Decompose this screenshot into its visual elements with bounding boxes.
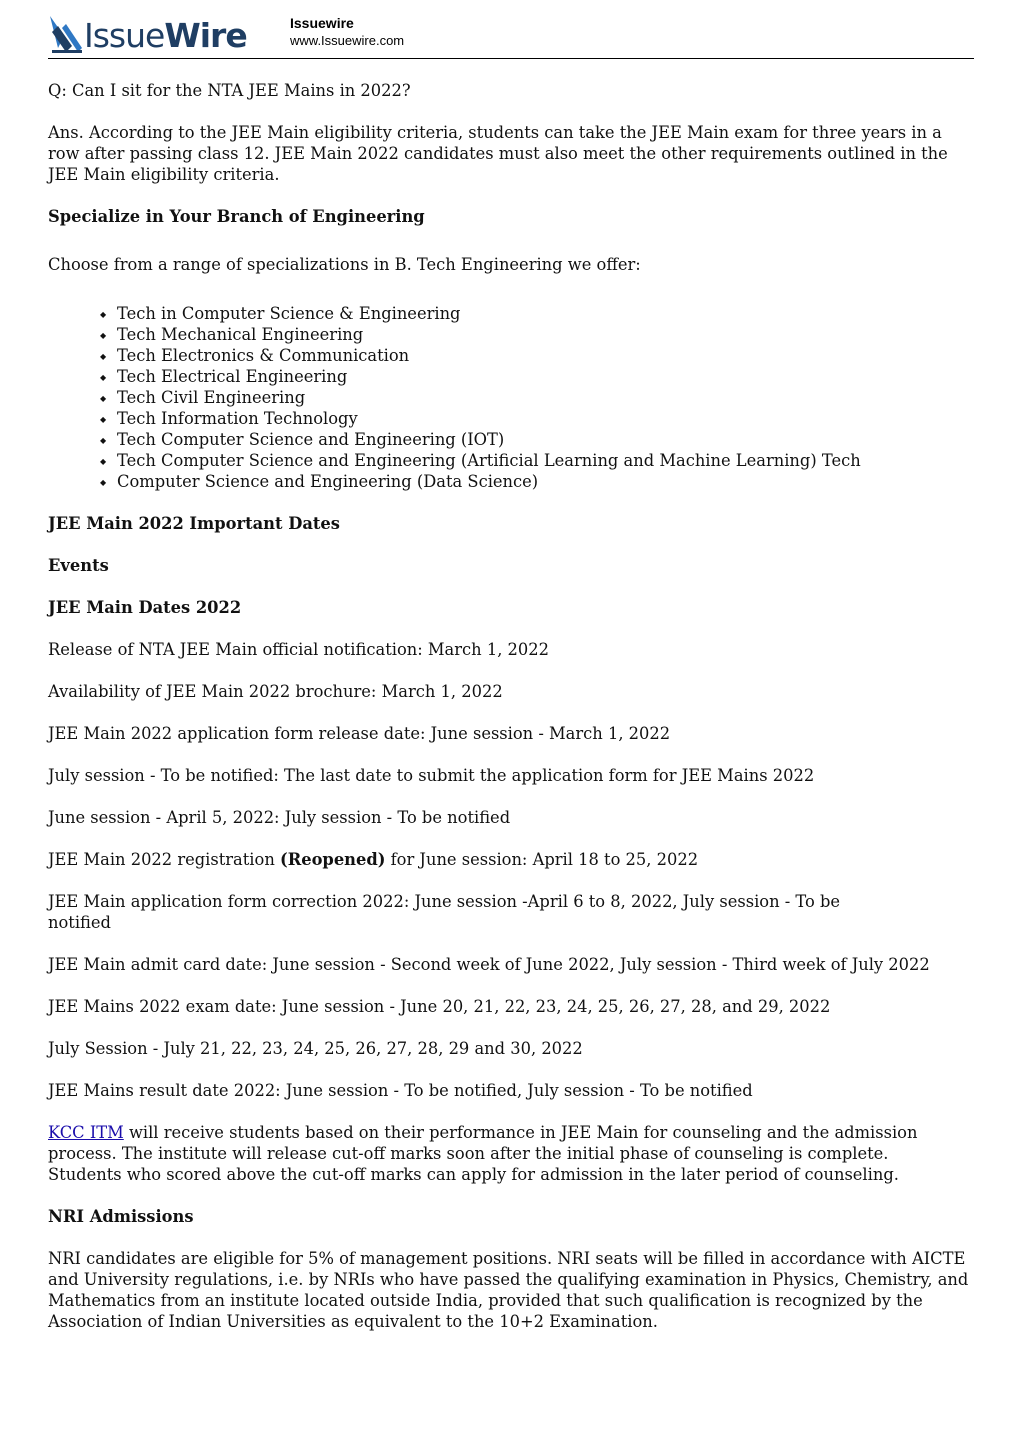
brand-url: www.Issuewire.com bbox=[290, 33, 405, 48]
kcc-itm-link[interactable]: KCC ITM bbox=[48, 1123, 124, 1142]
kcc-text: will receive students based on their performance in JEE Main for counseling and the admission process. The institute will release cut-off marks soon after the initial phase of counseling is complete. Students who scored above the cut-off marks can apply for admission in the later period of counseling. bbox=[48, 1123, 918, 1184]
article-body bbox=[48, 80, 978, 1353]
registration-suffix: for June session: April 18 to 25, 2022 bbox=[385, 850, 699, 869]
list-item: ◆ Tech in Computer Science & Engineering bbox=[117, 303, 978, 324]
issuewire-logo-icon bbox=[48, 14, 84, 54]
jee-dates-heading: JEE Main Dates 2022 bbox=[48, 598, 242, 617]
brand-name: Issuewire bbox=[290, 15, 354, 31]
date-line: JEE Main admit card date: June session - Second week of June 2022, July session - Third week of July 2022 bbox=[48, 955, 930, 974]
page-header bbox=[48, 10, 974, 59]
date-line: June session - April 5, 2022: July session - To be notified bbox=[48, 808, 511, 827]
list-item: ◆ Tech Electrical Engineering bbox=[117, 366, 978, 387]
date-line: JEE Mains result date 2022: June session - To be notified, July session - To be notified bbox=[48, 1081, 753, 1100]
list-item: ◆ Tech Information Technology bbox=[117, 408, 978, 429]
specialize-intro: Choose from a range of specializations in B. Tech Engineering we offer: bbox=[48, 255, 641, 274]
date-line: July Session - July 21, 22, 23, 24, 25, 26, 27, 28, 29 and 30, 2022 bbox=[48, 1039, 583, 1058]
faq-question: Q: Can I sit for the NTA JEE Mains in 2022? bbox=[48, 81, 411, 100]
date-line: JEE Main 2022 application form release date: June session - March 1, 2022 bbox=[48, 724, 671, 743]
date-line: Availability of JEE Main 2022 brochure: March 1, 2022 bbox=[48, 682, 503, 701]
registration-line bbox=[48, 849, 978, 870]
list-item: ◆ Tech Computer Science and Engineering (IOT) bbox=[117, 429, 978, 450]
registration-prefix: JEE Main 2022 registration bbox=[48, 850, 280, 869]
dates-heading: JEE Main 2022 Important Dates bbox=[48, 514, 340, 533]
date-line: Release of NTA JEE Main official notification: March 1, 2022 bbox=[48, 640, 549, 659]
brand-block bbox=[290, 15, 404, 49]
registration-reopened: (Reopened) bbox=[279, 850, 386, 869]
list-item: ◆ Tech Civil Engineering bbox=[117, 387, 978, 408]
nri-paragraph: NRI candidates are eligible for 5% of management positions. NRI seats will be filled in accordance with AICTE and University regulations, i.e. by NRIs who have passed the qualifying examination in Physics, Chemistry, and Mathematics from an institute located outside India, provided that such qualification is recognized by the Association of Indian Universities as equivalent to the 10+2 Examination. bbox=[48, 1249, 969, 1331]
date-line: JEE Main application form correction 2022: June session -April 6 to 8, 2022, July session - To be notified bbox=[48, 892, 841, 932]
kcc-paragraph bbox=[48, 1122, 953, 1185]
logo-issue: Issue bbox=[84, 16, 165, 55]
faq-answer: Ans. According to the JEE Main eligibility criteria, students can take the JEE Main exam for three years in a row after passing class 12. JEE Main 2022 candidates must also meet the other requirements outlined in the JEE Main eligibility criteria. bbox=[48, 123, 948, 184]
specialize-heading: Specialize in Your Branch of Engineering bbox=[48, 207, 425, 226]
events-heading: Events bbox=[48, 556, 109, 575]
list-item: ◆ Tech Electronics & Communication bbox=[117, 345, 978, 366]
list-item: ◆ Tech Computer Science and Engineering (Artificial Learning and Machine Learning) Tech bbox=[117, 450, 978, 471]
specialization-list bbox=[48, 303, 978, 492]
date-line: July session - To be notified: The last date to submit the application form for JEE Mains 2022 bbox=[48, 766, 815, 785]
list-item: ◆ Computer Science and Engineering (Data Science) bbox=[117, 471, 978, 492]
nri-heading: NRI Admissions bbox=[48, 1207, 194, 1226]
list-item: ◆ Tech Mechanical Engineering bbox=[117, 324, 978, 345]
issuewire-logo bbox=[48, 14, 270, 54]
date-line: JEE Mains 2022 exam date: June session - June 20, 21, 22, 23, 24, 25, 26, 27, 28, and 29, 2022 bbox=[48, 997, 831, 1016]
logo-wordmark bbox=[84, 18, 247, 54]
logo-wire: Wire bbox=[164, 16, 247, 55]
